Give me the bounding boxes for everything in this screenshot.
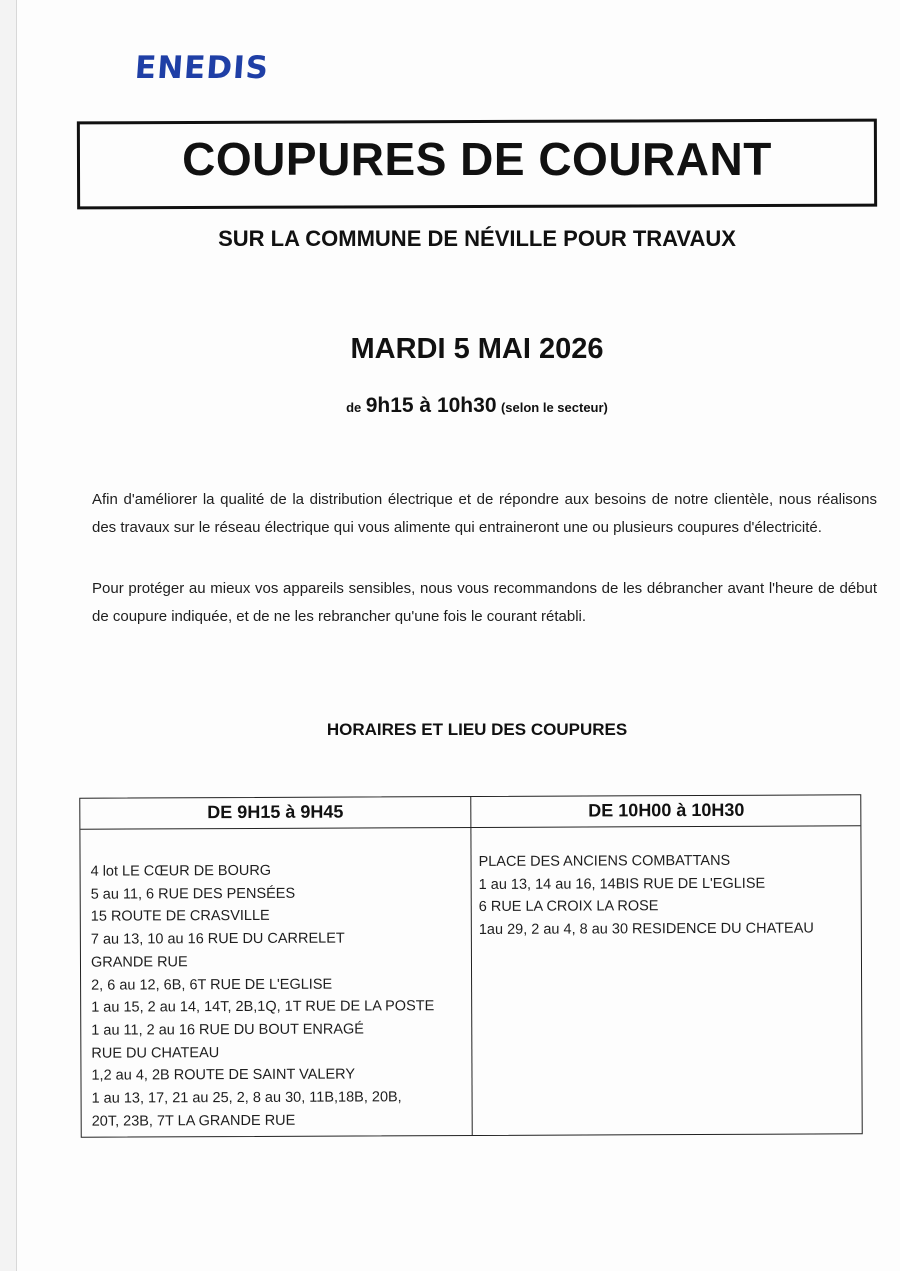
column-header-second-slot: DE 10H00 à 10H30	[588, 799, 745, 821]
list-item: 4 lot LE CŒUR DE BOURG	[90, 862, 272, 880]
enedis-logo: ENEDIS	[133, 50, 271, 86]
list-item: 6 RUE LA CROIX LA ROSE	[478, 898, 659, 916]
second-slot-addresses	[478, 849, 860, 941]
time-prefix: de	[346, 400, 362, 415]
list-item: 1au 29, 2 au 4, 8 au 30 RESIDENCE DU CHATEAU	[478, 920, 814, 939]
list-item: 1 au 13, 14 au 16, 14BIS RUE DE L'EGLISE	[478, 875, 766, 893]
list-item: 1 au 13, 17, 21 au 25, 2, 8 au 30, 11B,18B, 20B,	[91, 1089, 402, 1107]
page-title: COUPURES DE COURANT	[182, 133, 772, 185]
list-item: 1,2 au 4, 2B ROUTE DE SAINT VALERY	[91, 1066, 356, 1084]
subtitle: SUR LA COMMUNE DE NÉVILLE POUR TRAVAUX	[218, 226, 736, 251]
column-divider	[470, 797, 472, 1135]
list-item: RUE DU CHATEAU	[91, 1044, 220, 1062]
time-range: 9h15 à 10h30	[365, 394, 497, 417]
outage-date: MARDI 5 MAI 2026	[350, 333, 604, 365]
intro-paragraph: Afin d'améliorer la qualité de la distribution électrique et de répondre aux besoins de notre clientèle, nous réalisons des travaux sur le réseau électrique qui vous alimente qui entraineront une ou plusieurs coupures d'électricité.	[92, 491, 877, 536]
list-item: 7 au 13, 10 au 16 RUE DU CARRELET	[90, 930, 345, 948]
schedule-heading: HORAIRES ET LIEU DES COUPURES	[326, 720, 628, 739]
time-note: (selon le secteur)	[500, 400, 608, 415]
column-header-first-slot: DE 9H15 à 9H45	[207, 801, 344, 823]
list-item: 1 au 15, 2 au 14, 14T, 2B,1Q, 1T RUE DE LA POSTE	[91, 998, 435, 1016]
first-slot-addresses	[91, 859, 467, 1133]
list-item: 5 au 11, 6 RUE DES PENSÉES	[90, 885, 296, 903]
schedule-table	[79, 794, 862, 1137]
list-item: GRANDE RUE	[90, 954, 188, 971]
list-item: 1 au 11, 2 au 16 RUE DU BOUT ENRAGÉ	[91, 1021, 364, 1039]
list-item: PLACE DES ANCIENS COMBATTANS	[478, 852, 731, 870]
list-item: 20T, 23B, 7T LA GRANDE RUE	[91, 1112, 296, 1130]
advice-paragraph: Pour protéger au mieux vos appareils sensibles, nous vous recommandons de les débrancher avant l'heure de début de coupure indiquée, et de ne les rebrancher qu'une fois le courant rétabli.	[92, 580, 877, 625]
list-item: 2, 6 au 12, 6B, 6T RUE DE L'EGLISE	[91, 976, 333, 994]
outage-time	[77, 394, 877, 418]
list-item: 15 ROUTE DE CRASVILLE	[90, 908, 270, 926]
